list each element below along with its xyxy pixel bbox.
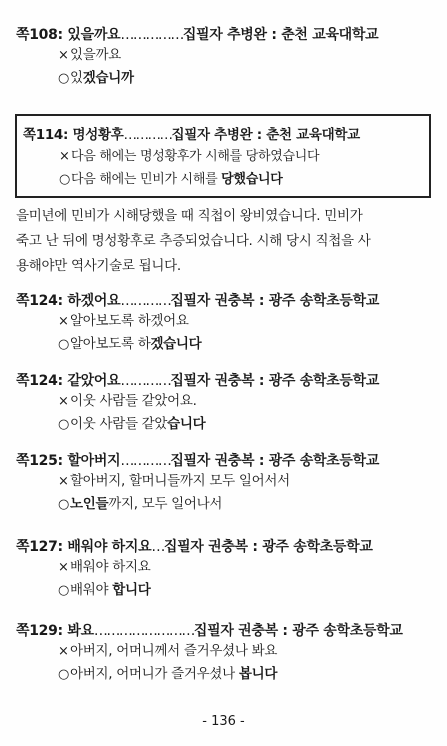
entry-header: [16, 538, 436, 556]
correct-emphasis: 노인들: [70, 496, 109, 512]
leader-dots: …: [151, 539, 164, 555]
page-number: - 136 -: [202, 714, 245, 729]
wrong-text: 알아보도록 하겠어요: [70, 313, 189, 329]
correct-emphasis: 겠습니까: [82, 70, 134, 86]
correct-example: [17, 169, 282, 191]
correct-emphasis: 합니다: [112, 582, 151, 598]
paragraph-line: 을미년에 민비가 시해당했을 때 직첩이 왕비였습니다. 민비가: [16, 208, 363, 224]
wrong-text: 이웃 사람들 같았어요.: [70, 393, 197, 409]
cross-mark-icon: ×: [58, 48, 69, 63]
entry-term: 쪽124: 같았어요: [16, 373, 121, 389]
correct-example: [16, 493, 436, 516]
entry-page-124-b: [16, 372, 436, 436]
cross-mark-icon: ×: [58, 394, 69, 409]
entry-page-125: [16, 452, 436, 516]
wrong-text: 다음 해에는 명성황후가 시해를 당하였습니다: [71, 149, 320, 164]
leader-dots: …………: [120, 453, 171, 469]
correct-example: [16, 663, 436, 686]
circle-mark-icon: ○: [58, 337, 70, 352]
correct-emphasis: 당했습니다: [221, 172, 283, 187]
cross-mark-icon: ×: [58, 474, 69, 489]
entry-header: [16, 372, 436, 390]
correct-text: 아버지, 어머니가 즐거우셨나: [70, 666, 239, 682]
correct-text: 알아보도록 하: [70, 336, 151, 352]
paragraph-line: 죽고 난 뒤에 명성황후로 추증되었습니다. 시해 당시 직첩을 사: [16, 233, 371, 249]
cross-mark-icon: ×: [59, 149, 70, 164]
entry-author: 집필자 추병완 : 춘천 교육대학교: [182, 27, 379, 43]
entry-page-108: [16, 26, 436, 90]
correct-example: [16, 67, 436, 90]
entry-header: [23, 126, 360, 144]
circle-mark-icon: ○: [58, 71, 70, 86]
explanation-paragraph: [16, 204, 436, 279]
entry-header: [16, 26, 436, 44]
wrong-example: [16, 556, 436, 579]
correct-emphasis: 봅니다: [238, 666, 278, 682]
correct-text: 있: [70, 70, 83, 86]
entry-term: 쪽125: 할아버지: [16, 453, 121, 469]
correct-emphasis: 습니다: [167, 416, 206, 432]
wrong-example: [16, 470, 436, 493]
wrong-text: 아버지, 어머니께서 즐거우셨나 봐요: [70, 643, 278, 659]
entry-author: 집필자 권충복 : 광주 송학초등학교: [170, 293, 380, 309]
cross-mark-icon: ×: [58, 314, 69, 329]
entry-author: 집필자 권충복 : 광주 송학초등학교: [163, 539, 373, 555]
wrong-text: 할아버지, 할머니들까지 모두 일어서서: [70, 473, 290, 489]
circle-mark-icon: ○: [58, 667, 70, 682]
circle-mark-icon: ○: [58, 497, 70, 512]
wrong-example: [16, 390, 436, 413]
correct-example: [16, 413, 436, 436]
cross-mark-icon: ×: [58, 644, 69, 659]
entry-page-129: [16, 622, 436, 686]
circle-mark-icon: ○: [59, 172, 71, 187]
entry-header: [16, 452, 436, 470]
wrong-example: [16, 44, 436, 67]
entry-author: 집필자 권충복 : 광주 송학초등학교: [193, 623, 403, 639]
entry-page-124-a: [16, 292, 436, 356]
entry-term: 쪽129: 봐요: [16, 623, 94, 639]
cross-mark-icon: ×: [58, 560, 69, 575]
entry-author: 집필자 추병완 : 춘천 교육대학교: [171, 127, 360, 143]
correct-emphasis: 겠습니다: [150, 336, 202, 352]
leader-dots: …………: [123, 127, 172, 143]
correct-example: [16, 579, 436, 602]
circle-mark-icon: ○: [58, 583, 70, 598]
leader-dots: ……………: [120, 27, 183, 43]
wrong-text: 있을까요: [70, 47, 121, 63]
entry-author: 집필자 권충복 : 광주 송학초등학교: [170, 373, 380, 389]
entry-header: [16, 292, 436, 310]
correct-text: 이웃 사람들 같았: [70, 416, 168, 432]
wrong-example: [17, 146, 319, 168]
correct-example: [16, 333, 436, 356]
wrong-text: 배워야 하지요: [70, 559, 151, 575]
circle-mark-icon: ○: [58, 417, 70, 432]
entry-page-114-box: [15, 114, 431, 198]
leader-dots: …………: [120, 373, 171, 389]
correct-text: 다음 해에는 민비가 시해를: [71, 172, 222, 187]
entry-page-127: [16, 538, 436, 602]
entry-term: 쪽127: 배워야 하지요: [16, 539, 152, 555]
entry-term: 쪽124: 하겠어요: [16, 293, 121, 309]
paragraph-line: 용해야만 역사기술로 됩니다.: [16, 258, 181, 274]
wrong-example: [16, 310, 436, 333]
entry-header: [16, 622, 436, 640]
leader-dots: ……………………: [93, 623, 194, 639]
entry-author: 집필자 권충복 : 광주 송학초등학교: [170, 453, 380, 469]
wrong-example: [16, 640, 436, 663]
entry-term: 쪽108: 있을까요: [16, 27, 121, 43]
leader-dots: …………: [120, 293, 171, 309]
entry-term: 쪽114: 명성황후: [23, 127, 124, 143]
correct-text: 배워야: [70, 582, 113, 598]
correct-text-after: 까지, 모두 일어나서: [108, 496, 223, 512]
